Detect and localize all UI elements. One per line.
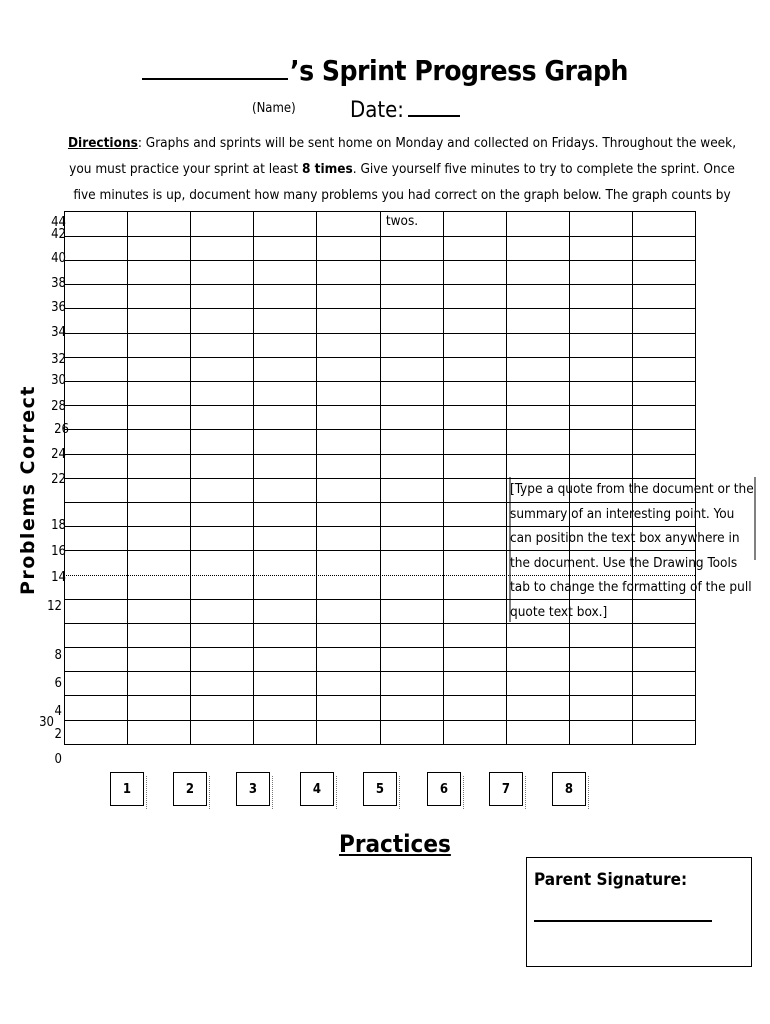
directions-text-2: . Give yourself five minutes to try to complete the sprint. Once five minutes is up, document how many problems you had correct on the graph below. The graph counts by twos. xyxy=(73,161,735,229)
y-tick-label: 4 xyxy=(54,704,62,719)
parent-signature-box[interactable] xyxy=(526,857,752,967)
y-tick-label: 6 xyxy=(54,676,62,691)
pull-quote-textbox[interactable]: [Type a quote from the document or the summary of an interesting point. You can position the text box anywhere in the document. Use the Drawing Tools tab to change the formatting of the pull quote text box.] xyxy=(510,481,754,620)
directions-emphasis: 8 times xyxy=(301,161,353,177)
practice-box-7: 7 xyxy=(489,772,523,806)
name-label: (Name) xyxy=(252,101,296,116)
y-tick-label: 30 xyxy=(39,715,54,730)
y-tick-label: 0 xyxy=(54,752,62,767)
y-tick-label: 44 xyxy=(51,215,66,230)
y-tick-label: 32 xyxy=(51,352,66,367)
y-tick-label: 40 xyxy=(51,251,66,266)
practice-box-2: 2 xyxy=(173,772,207,806)
signature-line[interactable] xyxy=(534,920,712,922)
parent-signature-label: Parent Signature: xyxy=(534,870,688,890)
practice-box-5: 5 xyxy=(363,772,397,806)
x-axis-label: Practices xyxy=(339,830,451,858)
y-tick-label: 34 xyxy=(51,325,66,340)
directions-heading: Directions xyxy=(67,135,138,151)
practice-box-4: 4 xyxy=(300,772,334,806)
y-tick-label: 18 xyxy=(51,518,66,533)
y-axis-label: Problems Correct xyxy=(17,384,39,596)
y-tick-label: 24 xyxy=(51,447,66,462)
y-tick-label: 26 xyxy=(54,422,69,437)
y-tick-label: 38 xyxy=(51,276,66,291)
practice-box-1: 1 xyxy=(110,772,144,806)
y-tick-label: 2 xyxy=(54,727,62,742)
practice-box-6: 6 xyxy=(427,772,461,806)
title-text: ’s Sprint Progress Graph xyxy=(290,54,628,87)
practice-box-3: 3 xyxy=(236,772,270,806)
y-tick-label: 14 xyxy=(51,570,66,585)
y-tick-label: 28 xyxy=(51,399,66,414)
y-tick-label: 22 xyxy=(51,472,66,487)
y-tick-label: 12 xyxy=(47,599,62,614)
y-tick-label: 30 xyxy=(51,373,66,388)
directions-text-1: : Graphs and sprints will be sent home on Monday and collected on Fridays. Throughout the week, you must practice your sprint at least xyxy=(69,135,737,177)
y-tick-label: 42 xyxy=(51,227,66,242)
y-tick-label: 8 xyxy=(54,648,62,663)
date-label: Date: xyxy=(350,98,404,123)
y-tick-label: 36 xyxy=(51,300,66,315)
practice-box-8: 8 xyxy=(552,772,586,806)
y-tick-label: 16 xyxy=(51,544,66,559)
